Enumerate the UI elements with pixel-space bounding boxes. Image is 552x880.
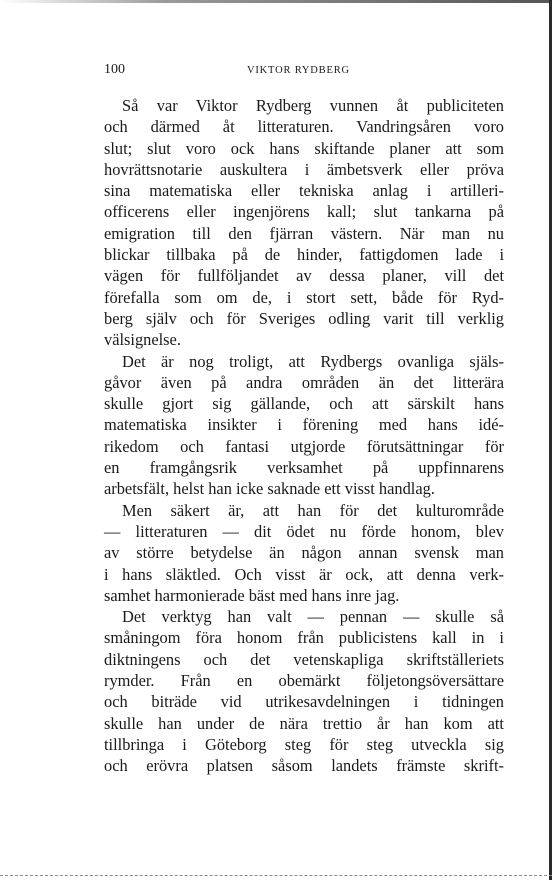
body-text — [104, 95, 504, 777]
text-line: förefalla som om de, i stort sett, både för Ryd- — [104, 287, 504, 307]
text-line: berg själv och för Sveriges odling varit till verklig — [104, 308, 504, 328]
paragraph — [104, 95, 504, 351]
text-line: arbetsfält, helst han icke saknade ett visst handlag. — [104, 479, 435, 499]
text-line: hovrättsnotarie auskultera i ämbetsverk eller pröva — [104, 159, 504, 179]
text-line: och därmed åt litteraturen. Vandringsåren voro — [104, 117, 504, 137]
page-top-edge — [0, 0, 552, 3]
text-line: rikedom och fantasi utgjorde förutsättningar för — [104, 436, 504, 456]
running-title: VIKTOR RYDBERG — [247, 65, 350, 76]
text-line: slut; slut voro ock hans skiftande planer att som — [104, 138, 504, 158]
paragraph — [104, 351, 504, 500]
text-line: vägen för fullföljandet av dessa planer, vill det — [104, 266, 504, 286]
text-line: välsignelse. — [104, 330, 181, 350]
text-line: och biträde vid utrikesavdelningen i tidningen — [104, 692, 504, 712]
text-line: sina matematiska eller tekniska anlag i artilleri- — [104, 181, 504, 201]
text-line: småningom föra honom från publicistens kall in i — [104, 628, 504, 648]
text-line: tillbringa i Göteborg steg för steg utveckla sig — [104, 734, 504, 754]
text-line: — litteraturen — dit ödet nu förde honom, blev — [104, 521, 504, 541]
page-header — [104, 62, 504, 78]
text-line: Det verktyg han valt — pennan — skulle så — [122, 607, 504, 627]
text-line: blickar tillbaka på de hinder, fattigdomen lade i — [104, 245, 504, 265]
text-line: gåvor även på andra områden än det litterära — [104, 372, 504, 392]
paragraph — [104, 500, 504, 606]
page-number: 100 — [104, 62, 125, 77]
text-line: emigration till den fjärran västern. När man nu — [104, 223, 504, 243]
text-line: av större betydelse än någon annan svensk man — [104, 543, 504, 563]
text-line: rymder. Från en obemärkt följetongsöversättare — [104, 671, 504, 691]
text-line: skulle gjort sig gällande, och att särskilt hans — [104, 394, 504, 414]
text-line: skulle han under de nära trettio år han kom att — [104, 713, 504, 733]
text-line: i hans släktled. Och visst är ock, att denna verk- — [104, 564, 504, 584]
text-line: diktningens och det vetenskapliga skriftställeriets — [104, 649, 504, 669]
text-line: en framgångsrik verksamhet på uppfinnarens — [104, 458, 504, 478]
text-line: Men säkert är, att han för det kulturområde — [122, 500, 504, 520]
text-line: matematiska insikter i förening med hans idé- — [104, 415, 504, 435]
text-line: och erövra platsen såsom landets främste skrift- — [104, 756, 504, 776]
text-line: officerens eller ingenjörens kall; slut tankarna på — [104, 202, 504, 222]
paragraph — [104, 606, 504, 776]
text-line: Det är nog troligt, att Rydbergs ovanliga själs- — [122, 351, 504, 371]
text-line: Så var Viktor Rydberg vunnen åt publiciteten — [122, 96, 504, 115]
page-bottom-edge — [0, 875, 552, 876]
text-line: samhet harmonierade bäst med hans inre jag. — [104, 585, 400, 605]
